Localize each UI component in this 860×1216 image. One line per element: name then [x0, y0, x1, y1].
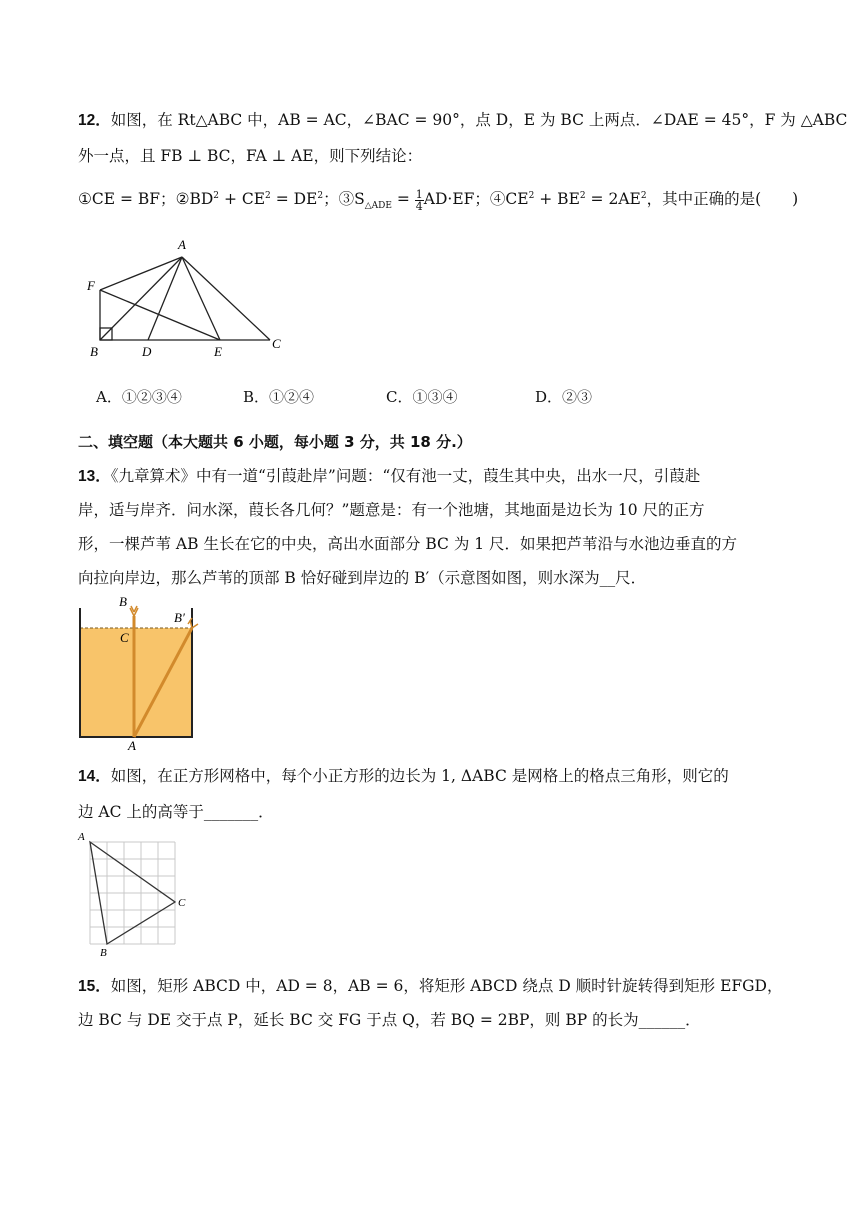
q12-conclusion-4: $④CE^2 + BE^2 = 2AE^2$，其中正确的是( ) — [489, 190, 799, 209]
label-f: F — [87, 278, 95, 293]
q14-number: 14． — [78, 768, 111, 785]
q12-option-a: A．①②③④ — [96, 388, 182, 406]
label-c: C — [178, 897, 186, 909]
label-d: D — [142, 344, 152, 359]
q12-line2 — [78, 146, 422, 166]
label-c: C — [272, 336, 281, 351]
q15-line1 — [78, 976, 782, 997]
label-a: A — [178, 237, 186, 252]
label-e: E — [214, 344, 222, 359]
label-c: C — [120, 630, 129, 645]
fraction: $\frac{1}{4}$ — [415, 187, 423, 213]
q12-line1 — [78, 110, 847, 131]
q14-line1 — [78, 766, 729, 787]
label-b: B — [119, 594, 127, 609]
q12-conclusion-2: $②BD^2 + CE^2 = DE^2$； — [175, 190, 339, 209]
q12-option-c: C．①③④ — [386, 388, 458, 406]
q12-text-line2: 外一点，且 FB ⊥ BC，FA ⊥ AE，则下列结论： — [78, 147, 423, 165]
q12-text-line1: 如图，在 Rt△ABC 中，AB = AC，∠BAC = 90°，点 D，E 为 BC 上两点．∠DAE = 45°，F 为 △ABC — [110, 111, 848, 129]
q15-text-line1: 如图，矩形 ABCD 中，AD = 8，AB = 6，将矩形 ABCD 绕点 D 顺时针旋转得到矩形 EFGD， — [110, 977, 783, 995]
q15-line2: 边 BC 与 DE 交于点 P，延长 BC 交 FG 于点 Q，若 BQ = 2BP，则 BP 的长为______． — [78, 1011, 701, 1029]
q13-number: 13． — [78, 468, 111, 485]
label-b: B — [90, 344, 98, 359]
q13-pond-figure — [74, 594, 206, 752]
q15-number: 15． — [78, 978, 111, 995]
q12-conclusion-3: $③S_{\triangle ADE}$ = $\frac{1}{4}$ AD·EF； — [338, 187, 490, 213]
label-a: A — [128, 738, 136, 752]
q12-conclusions — [78, 186, 798, 216]
q13-line2: 岸，适与岸齐．问水深，葭长各几何？”题意是：有一个池塘，其地面是边长为 10 尺的正方 — [78, 501, 705, 519]
label-b-prime: B′ — [174, 610, 185, 625]
label-a: A — [78, 831, 85, 843]
q12-triangle-figure — [80, 232, 290, 362]
q13-line4: 向拉向岸边，那么芦苇的顶部 B 恰好碰到岸边的 B′（示意图如图，则水深为__尺． — [78, 569, 647, 587]
q14-grid-figure — [74, 828, 194, 958]
q14-line2: 边 AC 上的高等于_______． — [78, 803, 274, 821]
q14-text-line1: 如图，在正方形网格中，每个小正方形的边长为 1, ΔABC 是网格上的格点三角形，则它的 — [110, 767, 729, 785]
q12-number: 12． — [78, 112, 111, 129]
q13-line3: 形，一棵芦苇 AB 生长在它的中央，高出水面部分 BC 为 1 尺．如果把芦苇沿与水池边垂直的方 — [78, 535, 738, 553]
q12-option-b: B．①②④ — [243, 388, 315, 406]
label-b: B — [100, 947, 107, 958]
q12-conclusion-1: ①CE = BF； — [78, 190, 176, 209]
q13-text-line1: 《九章算术》中有一道“引葭赴岸”问题：“仅有池一丈，葭生其中央，出水一尺，引葭赴 — [110, 467, 701, 485]
q13-line1 — [78, 466, 700, 487]
q12-option-d: D．②③ — [535, 388, 593, 406]
section-heading: 二、填空题（本大题共 6 小题，每小题 3 分，共 18 分.） — [78, 433, 472, 451]
